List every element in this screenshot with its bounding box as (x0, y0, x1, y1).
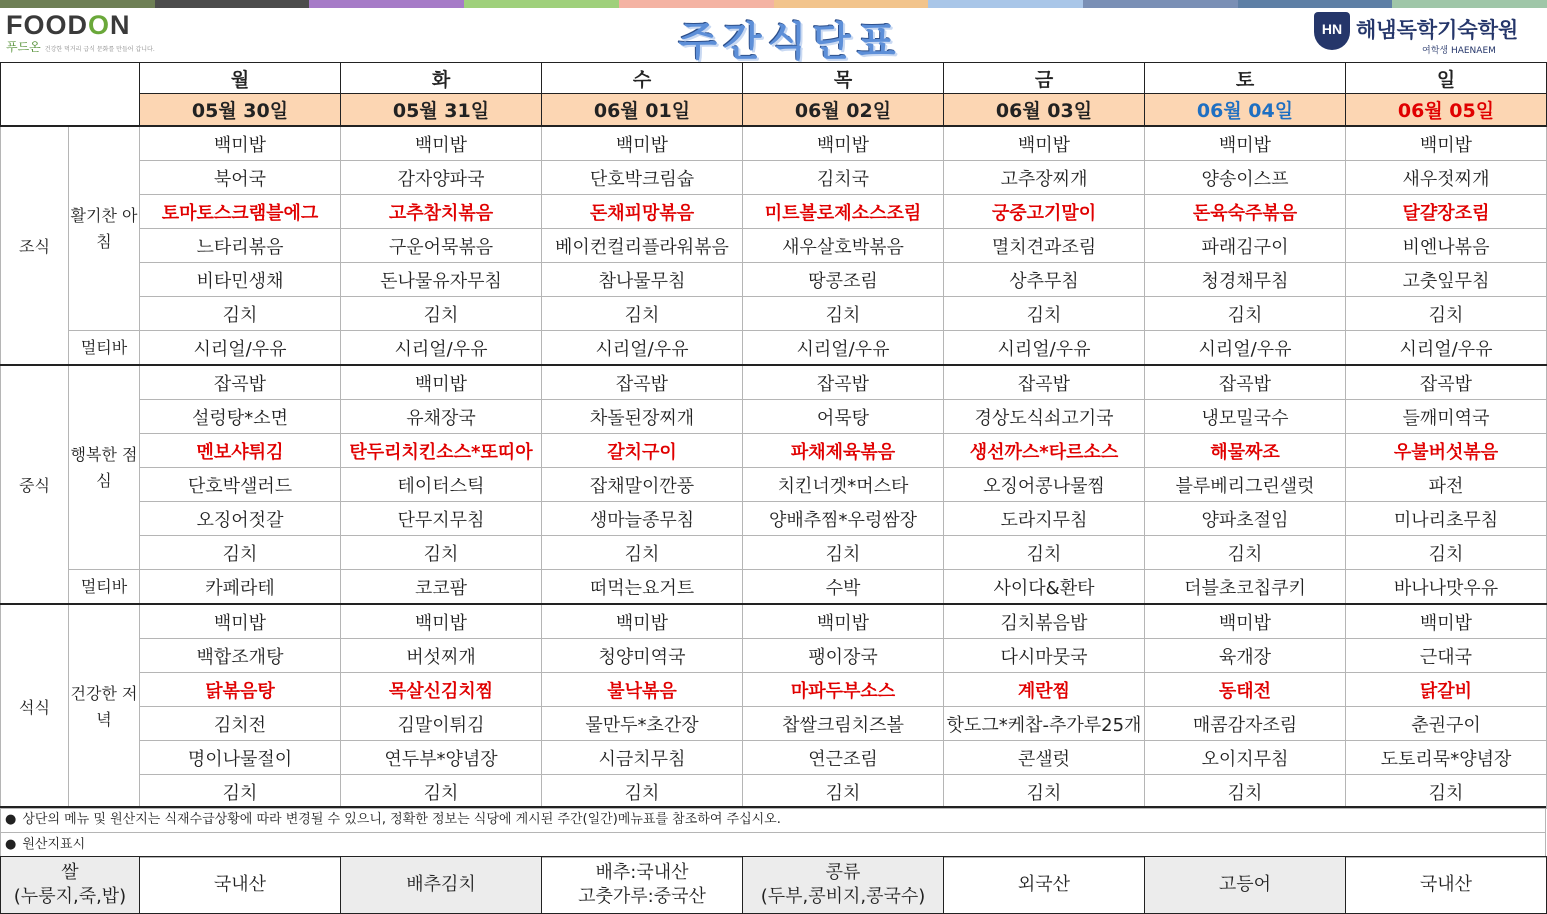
origin-item-mackerel: 고등어 (1145, 857, 1346, 914)
menu-row (1, 775, 1547, 809)
dish-cell: 감자양파국 (341, 161, 542, 195)
dish-cell: 청양미역국 (542, 639, 743, 673)
dish-cell: 잡곡밥 (743, 365, 944, 400)
dish-cell: 김치 (1145, 297, 1346, 331)
origin-item-beans: 콩류 (두부,콩비지,콩국수) (743, 857, 944, 914)
school-logo (1312, 10, 1542, 60)
dish-cell: 백미밥 (140, 126, 341, 161)
dish-cell: 치킨너겟*머스타 (743, 468, 944, 502)
dish-cell: 김치 (140, 297, 341, 331)
dish-cell: 블루베리그린샐럿 (1145, 468, 1346, 502)
color-bar-segment (309, 0, 464, 8)
multibar-cell: 바나나맛우유 (1346, 570, 1547, 605)
dish-cell: 연두부*양념장 (341, 741, 542, 775)
day-header: 토 (1145, 63, 1346, 94)
dish-cell: 잡곡밥 (140, 365, 341, 400)
multibar-row (1, 331, 1547, 366)
color-bar-segment (619, 0, 774, 8)
date-header: 05월 31일 (341, 94, 542, 127)
multibar-cell: 더블초코칩쿠키 (1145, 570, 1346, 605)
dish-cell: 양송이스프 (1145, 161, 1346, 195)
dish-cell: 김치전 (140, 707, 341, 741)
page-header (0, 8, 1547, 65)
dish-cell: 백미밥 (944, 126, 1145, 161)
main-dish-cell: 닭볶음탕 (140, 673, 341, 707)
dish-cell: 땅콩조림 (743, 263, 944, 297)
color-bar-segment (464, 0, 619, 8)
multibar-cell: 시리얼/우유 (542, 331, 743, 366)
dish-cell: 김치 (341, 297, 542, 331)
menu-row (1, 126, 1547, 161)
menu-change-notice: ● 상단의 메뉴 및 원산지는 식재수급상황에 따라 변경될 수 있으니, 정확한 정보는 식당에 게시된 주간(일간)메뉴표를 참조하여 주십시오. (0, 808, 1546, 833)
main-dish-cell: 탄두리치킨소스*또띠아 (341, 434, 542, 468)
dish-cell: 김치 (944, 536, 1145, 570)
dish-cell: 유채장국 (341, 400, 542, 434)
dish-cell: 다시마뭇국 (944, 639, 1145, 673)
day-header: 수 (542, 63, 743, 94)
dish-cell: 시금치무침 (542, 741, 743, 775)
dish-cell: 김치볶음밥 (944, 604, 1145, 639)
dish-cell: 잡곡밥 (944, 365, 1145, 400)
school-name: 해냄독학기숙학원 (1356, 18, 1519, 42)
main-dish-cell: 마파두부소스 (743, 673, 944, 707)
multibar-cell: 떠먹는요거트 (542, 570, 743, 605)
color-bar-segment (0, 0, 155, 8)
dish-cell: 들깨미역국 (1346, 400, 1547, 434)
dish-cell: 차돌된장찌개 (542, 400, 743, 434)
dish-cell: 잡곡밥 (542, 365, 743, 400)
meal-label: 석식 (1, 604, 69, 809)
dish-cell: 돈나물유자무침 (341, 263, 542, 297)
dish-cell: 김치 (1346, 775, 1547, 809)
menu-row (1, 639, 1547, 673)
day-header: 목 (743, 63, 944, 94)
dish-cell: 테이터스틱 (341, 468, 542, 502)
main-dish-cell: 돈채피망볶음 (542, 195, 743, 229)
dish-cell: 미나리초무침 (1346, 502, 1547, 536)
origin-value: 국내산 (1346, 857, 1547, 914)
main-dish-cell: 불낙볶음 (542, 673, 743, 707)
origin-item-rice: 쌀 (누룽지,죽,밥) (1, 857, 140, 914)
day-header: 월 (140, 63, 341, 94)
dish-cell: 백미밥 (743, 604, 944, 639)
meal-label: 조식 (1, 126, 69, 365)
dish-cell: 육개장 (1145, 639, 1346, 673)
date-header: 06월 01일 (542, 94, 743, 127)
weekly-menu-table (0, 62, 1547, 809)
school-shield-icon: HN (1314, 12, 1350, 50)
page-title: 주간식단표 (678, 19, 902, 65)
date-header: 05월 30일 (140, 94, 341, 127)
dish-cell: 백미밥 (1346, 126, 1547, 161)
dish-cell: 파전 (1346, 468, 1547, 502)
origin-table (0, 856, 1547, 914)
dish-cell: 새우젓찌개 (1346, 161, 1547, 195)
menu-row (1, 502, 1547, 536)
dish-cell: 북어국 (140, 161, 341, 195)
dish-cell: 김치 (140, 775, 341, 809)
dish-cell: 김치 (542, 536, 743, 570)
dish-cell: 김치 (743, 536, 944, 570)
corner-cell (1, 63, 140, 127)
dish-cell: 김치 (1145, 536, 1346, 570)
origin-item-kimchi: 배추김치 (341, 857, 542, 914)
dish-cell: 명이나물절이 (140, 741, 341, 775)
dish-cell: 새우살호박볶음 (743, 229, 944, 263)
dish-cell: 잡곡밥 (1346, 365, 1547, 400)
day-header-row (1, 63, 1547, 94)
menu-row (1, 229, 1547, 263)
dish-cell: 생마늘종무침 (542, 502, 743, 536)
notes-area (0, 806, 1546, 858)
dish-cell: 김치 (743, 297, 944, 331)
origin-value: 외국산 (944, 857, 1145, 914)
multibar-cell: 시리얼/우유 (743, 331, 944, 366)
dish-cell: 청경채무침 (1145, 263, 1346, 297)
dish-cell: 어묵탕 (743, 400, 944, 434)
dish-cell: 베이컨컬리플라워볶음 (542, 229, 743, 263)
dish-cell: 단호박크림숩 (542, 161, 743, 195)
meal-label: 중식 (1, 365, 69, 604)
menu-row (1, 365, 1547, 400)
dish-cell: 근대국 (1346, 639, 1547, 673)
dish-cell: 백미밥 (140, 604, 341, 639)
multibar-cell: 코코팜 (341, 570, 542, 605)
dish-cell: 고춧잎무침 (1346, 263, 1547, 297)
dish-cell: 김치 (341, 775, 542, 809)
dish-cell: 백미밥 (341, 365, 542, 400)
dish-cell: 비타민생채 (140, 263, 341, 297)
dish-cell: 김말이튀김 (341, 707, 542, 741)
menu-row (1, 468, 1547, 502)
dish-cell: 경상도식쇠고기국 (944, 400, 1145, 434)
multibar-cell: 시리얼/우유 (341, 331, 542, 366)
dish-cell: 도토리묵*양념장 (1346, 741, 1547, 775)
dish-cell: 양파초절임 (1145, 502, 1346, 536)
multibar-cell: 수박 (743, 570, 944, 605)
dish-cell: 김치 (1346, 536, 1547, 570)
multibar-cell: 사이다&환타 (944, 570, 1145, 605)
multibar-label: 멀티바 (69, 331, 140, 366)
dish-cell: 비엔나볶음 (1346, 229, 1547, 263)
dish-cell: 도라지무침 (944, 502, 1145, 536)
dish-cell: 단무지무침 (341, 502, 542, 536)
color-bar-segment (1083, 0, 1238, 8)
dish-cell: 백미밥 (341, 604, 542, 639)
dish-cell: 김치 (341, 536, 542, 570)
dish-cell: 백미밥 (341, 126, 542, 161)
main-dish-cell: 고추참치볶음 (341, 195, 542, 229)
color-bar-segment (155, 0, 310, 8)
dish-cell: 팽이장국 (743, 639, 944, 673)
dish-cell: 김치 (944, 775, 1145, 809)
meal-sublabel: 행복한 점심 (69, 365, 140, 570)
main-dish-cell: 해물짜조 (1145, 434, 1346, 468)
dish-cell: 양배추찜*우렁쌈장 (743, 502, 944, 536)
menu-row (1, 707, 1547, 741)
multibar-cell: 카페라테 (140, 570, 341, 605)
main-dish-cell: 돈육숙주볶음 (1145, 195, 1346, 229)
dish-cell: 오징어젓갈 (140, 502, 341, 536)
dish-cell: 김치 (743, 775, 944, 809)
menu-row (1, 434, 1547, 468)
dish-cell: 파래김구이 (1145, 229, 1346, 263)
dish-cell: 김치 (542, 297, 743, 331)
main-dish-cell: 달걀장조림 (1346, 195, 1547, 229)
dish-cell: 김치 (140, 536, 341, 570)
origin-value: 배추:국내산 고춧가루:중국산 (542, 857, 743, 914)
main-dish-cell: 목살신김치찜 (341, 673, 542, 707)
menu-row (1, 297, 1547, 331)
dish-cell: 찹쌀크림치즈볼 (743, 707, 944, 741)
main-dish-cell: 궁중고기말이 (944, 195, 1145, 229)
menu-row (1, 604, 1547, 639)
color-bar-segment (1238, 0, 1393, 8)
menu-row (1, 536, 1547, 570)
multibar-cell: 시리얼/우유 (1145, 331, 1346, 366)
dish-cell: 김치 (1346, 297, 1547, 331)
menu-row (1, 263, 1547, 297)
day-header: 일 (1346, 63, 1547, 94)
main-dish-cell: 동태전 (1145, 673, 1346, 707)
dish-cell: 냉모밀국수 (1145, 400, 1346, 434)
date-header: 06월 03일 (944, 94, 1145, 127)
top-color-bar (0, 0, 1547, 8)
foodon-logo: FOODON 푸드온 건강한 먹거리 급식 문화를 만들어 갑니다. (6, 10, 155, 54)
main-dish-cell: 닭갈비 (1346, 673, 1547, 707)
main-dish-cell: 갈치구이 (542, 434, 743, 468)
dish-cell: 멸치견과조림 (944, 229, 1145, 263)
meal-sublabel: 건강한 저녁 (69, 604, 140, 809)
dish-cell: 백미밥 (542, 604, 743, 639)
dish-cell: 단호박샐러드 (140, 468, 341, 502)
dish-cell: 물만두*초간장 (542, 707, 743, 741)
main-dish-cell: 우불버섯볶음 (1346, 434, 1547, 468)
origin-label: ● 원산지표시 (0, 833, 1546, 858)
multibar-label: 멀티바 (69, 570, 140, 605)
dish-cell: 콘샐럿 (944, 741, 1145, 775)
multibar-row (1, 570, 1547, 605)
dish-cell: 구운어묵볶음 (341, 229, 542, 263)
dish-cell: 백미밥 (1346, 604, 1547, 639)
meal-sublabel: 활기찬 아침 (69, 126, 140, 331)
date-header-row (1, 94, 1547, 127)
multibar-cell: 시리얼/우유 (1346, 331, 1547, 366)
main-dish-cell: 멘보샤튀김 (140, 434, 341, 468)
menu-row (1, 161, 1547, 195)
multibar-cell: 시리얼/우유 (140, 331, 341, 366)
dish-cell: 잡곡밥 (1145, 365, 1346, 400)
dish-cell: 잡채말이깐풍 (542, 468, 743, 502)
dish-cell: 김치 (542, 775, 743, 809)
menu-row (1, 741, 1547, 775)
date-header-saturday: 06월 04일 (1145, 94, 1346, 127)
color-bar-segment (774, 0, 929, 8)
date-header-sunday: 06월 05일 (1346, 94, 1547, 127)
dish-cell: 핫도그*케찹-추가루25개 (944, 707, 1145, 741)
dish-cell: 춘권구이 (1346, 707, 1547, 741)
day-header: 화 (341, 63, 542, 94)
dish-cell: 느타리볶음 (140, 229, 341, 263)
dish-cell: 설렁탕*소면 (140, 400, 341, 434)
main-dish-cell: 생선까스*타르소스 (944, 434, 1145, 468)
dish-cell: 김치 (944, 297, 1145, 331)
dish-cell: 오이지무침 (1145, 741, 1346, 775)
dish-cell: 백미밥 (1145, 126, 1346, 161)
menu-row (1, 400, 1547, 434)
dish-cell: 백합조개탕 (140, 639, 341, 673)
dish-cell: 백미밥 (1145, 604, 1346, 639)
dish-cell: 오징어콩나물찜 (944, 468, 1145, 502)
dish-cell: 매콤감자조림 (1145, 707, 1346, 741)
day-header: 금 (944, 63, 1145, 94)
color-bar-segment (928, 0, 1083, 8)
dish-cell: 고추장찌개 (944, 161, 1145, 195)
dish-cell: 김치 (1145, 775, 1346, 809)
dish-cell: 연근조림 (743, 741, 944, 775)
main-dish-cell: 미트볼로제소스조림 (743, 195, 944, 229)
main-dish-cell: 토마토스크램블에그 (140, 195, 341, 229)
dish-cell: 참나물무침 (542, 263, 743, 297)
origin-value: 국내산 (140, 857, 341, 914)
color-bar-segment (1392, 0, 1547, 8)
dish-cell: 백미밥 (542, 126, 743, 161)
menu-row (1, 673, 1547, 707)
dish-cell: 백미밥 (743, 126, 944, 161)
menu-row (1, 195, 1547, 229)
dish-cell: 상추무침 (944, 263, 1145, 297)
dish-cell: 김치국 (743, 161, 944, 195)
dish-cell: 버섯찌개 (341, 639, 542, 673)
school-subtitle: 여학생 HAENAEM (1422, 46, 1496, 56)
multibar-cell: 시리얼/우유 (944, 331, 1145, 366)
date-header: 06월 02일 (743, 94, 944, 127)
main-dish-cell: 파채제육볶음 (743, 434, 944, 468)
main-dish-cell: 계란찜 (944, 673, 1145, 707)
